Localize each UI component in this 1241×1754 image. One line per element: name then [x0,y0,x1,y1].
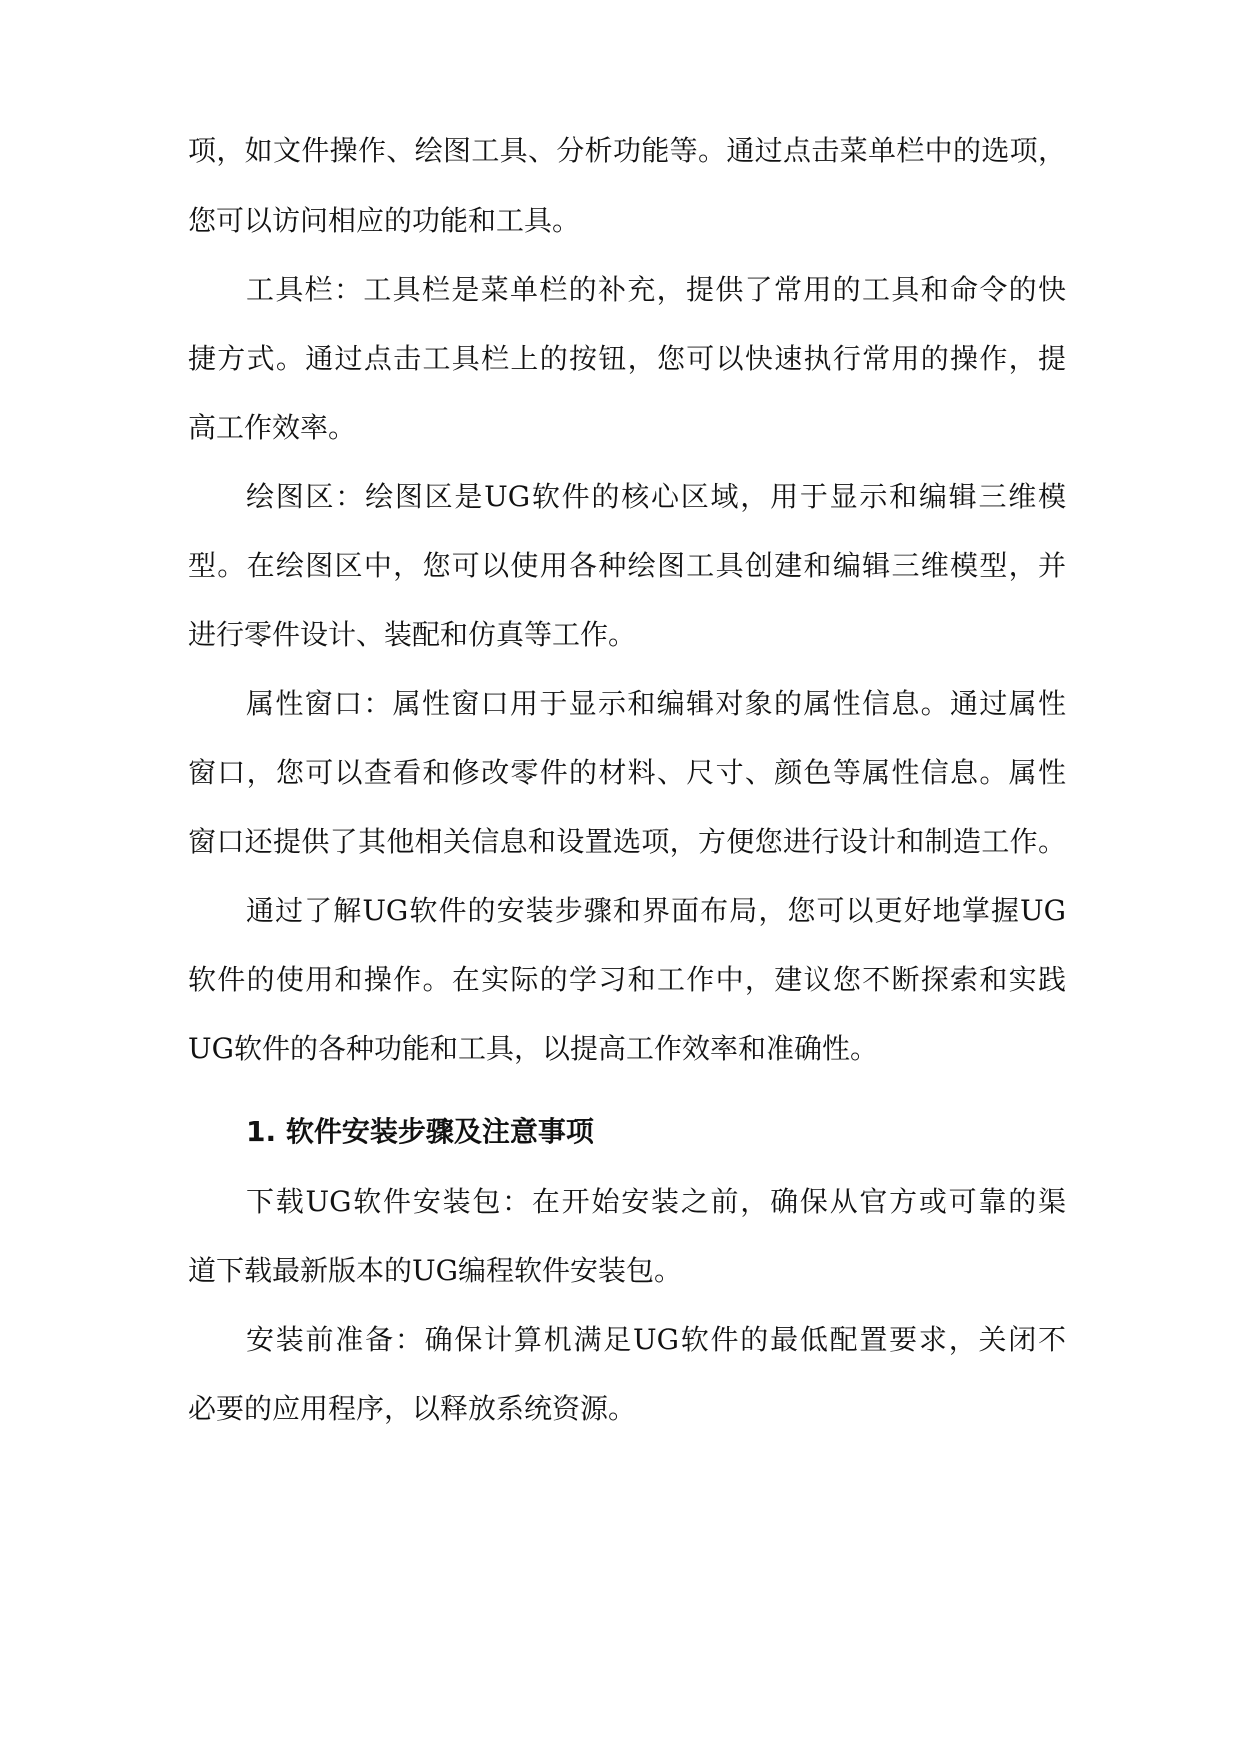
paragraph-line: 高工作效率。 [188,411,357,444]
paragraph-line: 绘图区：绘图区是UG软件的核心区域，用于显示和编辑三维模 [246,480,1066,513]
paragraph-line: 项，如文件操作、绘图工具、分析功能等。通过点击菜单栏中的选项， [188,134,1066,167]
paragraph-line: 安装前准备：确保计算机满足UG软件的最低配置要求，关闭不 [246,1323,1066,1356]
paragraph-line: 下载UG软件安装包：在开始安装之前，确保从官方或可靠的渠 [246,1185,1066,1218]
paragraph-line: 窗口还提供了其他相关信息和设置选项，方便您进行设计和制造工作。 [188,825,1066,858]
paragraph-line: 属性窗口：属性窗口用于显示和编辑对象的属性信息。通过属性 [246,687,1066,720]
paragraph-line: 进行零件设计、装配和仿真等工作。 [188,618,637,651]
paragraph-line: 道下载最新版本的UG编程软件安装包。 [188,1254,682,1287]
paragraph-line: 窗口，您可以查看和修改零件的材料、尺寸、颜色等属性信息。属性 [188,756,1066,789]
paragraph-line: 工具栏：工具栏是菜单栏的补充，提供了常用的工具和命令的快 [246,273,1066,306]
document-page [188,0,1066,1754]
paragraph-line: 必要的应用程序，以释放系统资源。 [188,1392,637,1425]
paragraph-line: 您可以访问相应的功能和工具。 [188,204,581,237]
paragraph-line: 捷方式。通过点击工具栏上的按钮，您可以快速执行常用的操作，提 [188,342,1066,375]
paragraph-line: 软件的使用和操作。在实际的学习和工作中，建议您不断探索和实践 [188,963,1066,996]
section-heading: 1. 软件安装步骤及注意事项 [246,1115,594,1148]
paragraph-line: 通过了解UG软件的安装步骤和界面布局，您可以更好地掌握UG [246,894,1066,927]
paragraph-line: 型。在绘图区中，您可以使用各种绘图工具创建和编辑三维模型，并 [188,549,1066,582]
paragraph-line: UG软件的各种功能和工具，以提高工作效率和准确性。 [188,1032,878,1065]
